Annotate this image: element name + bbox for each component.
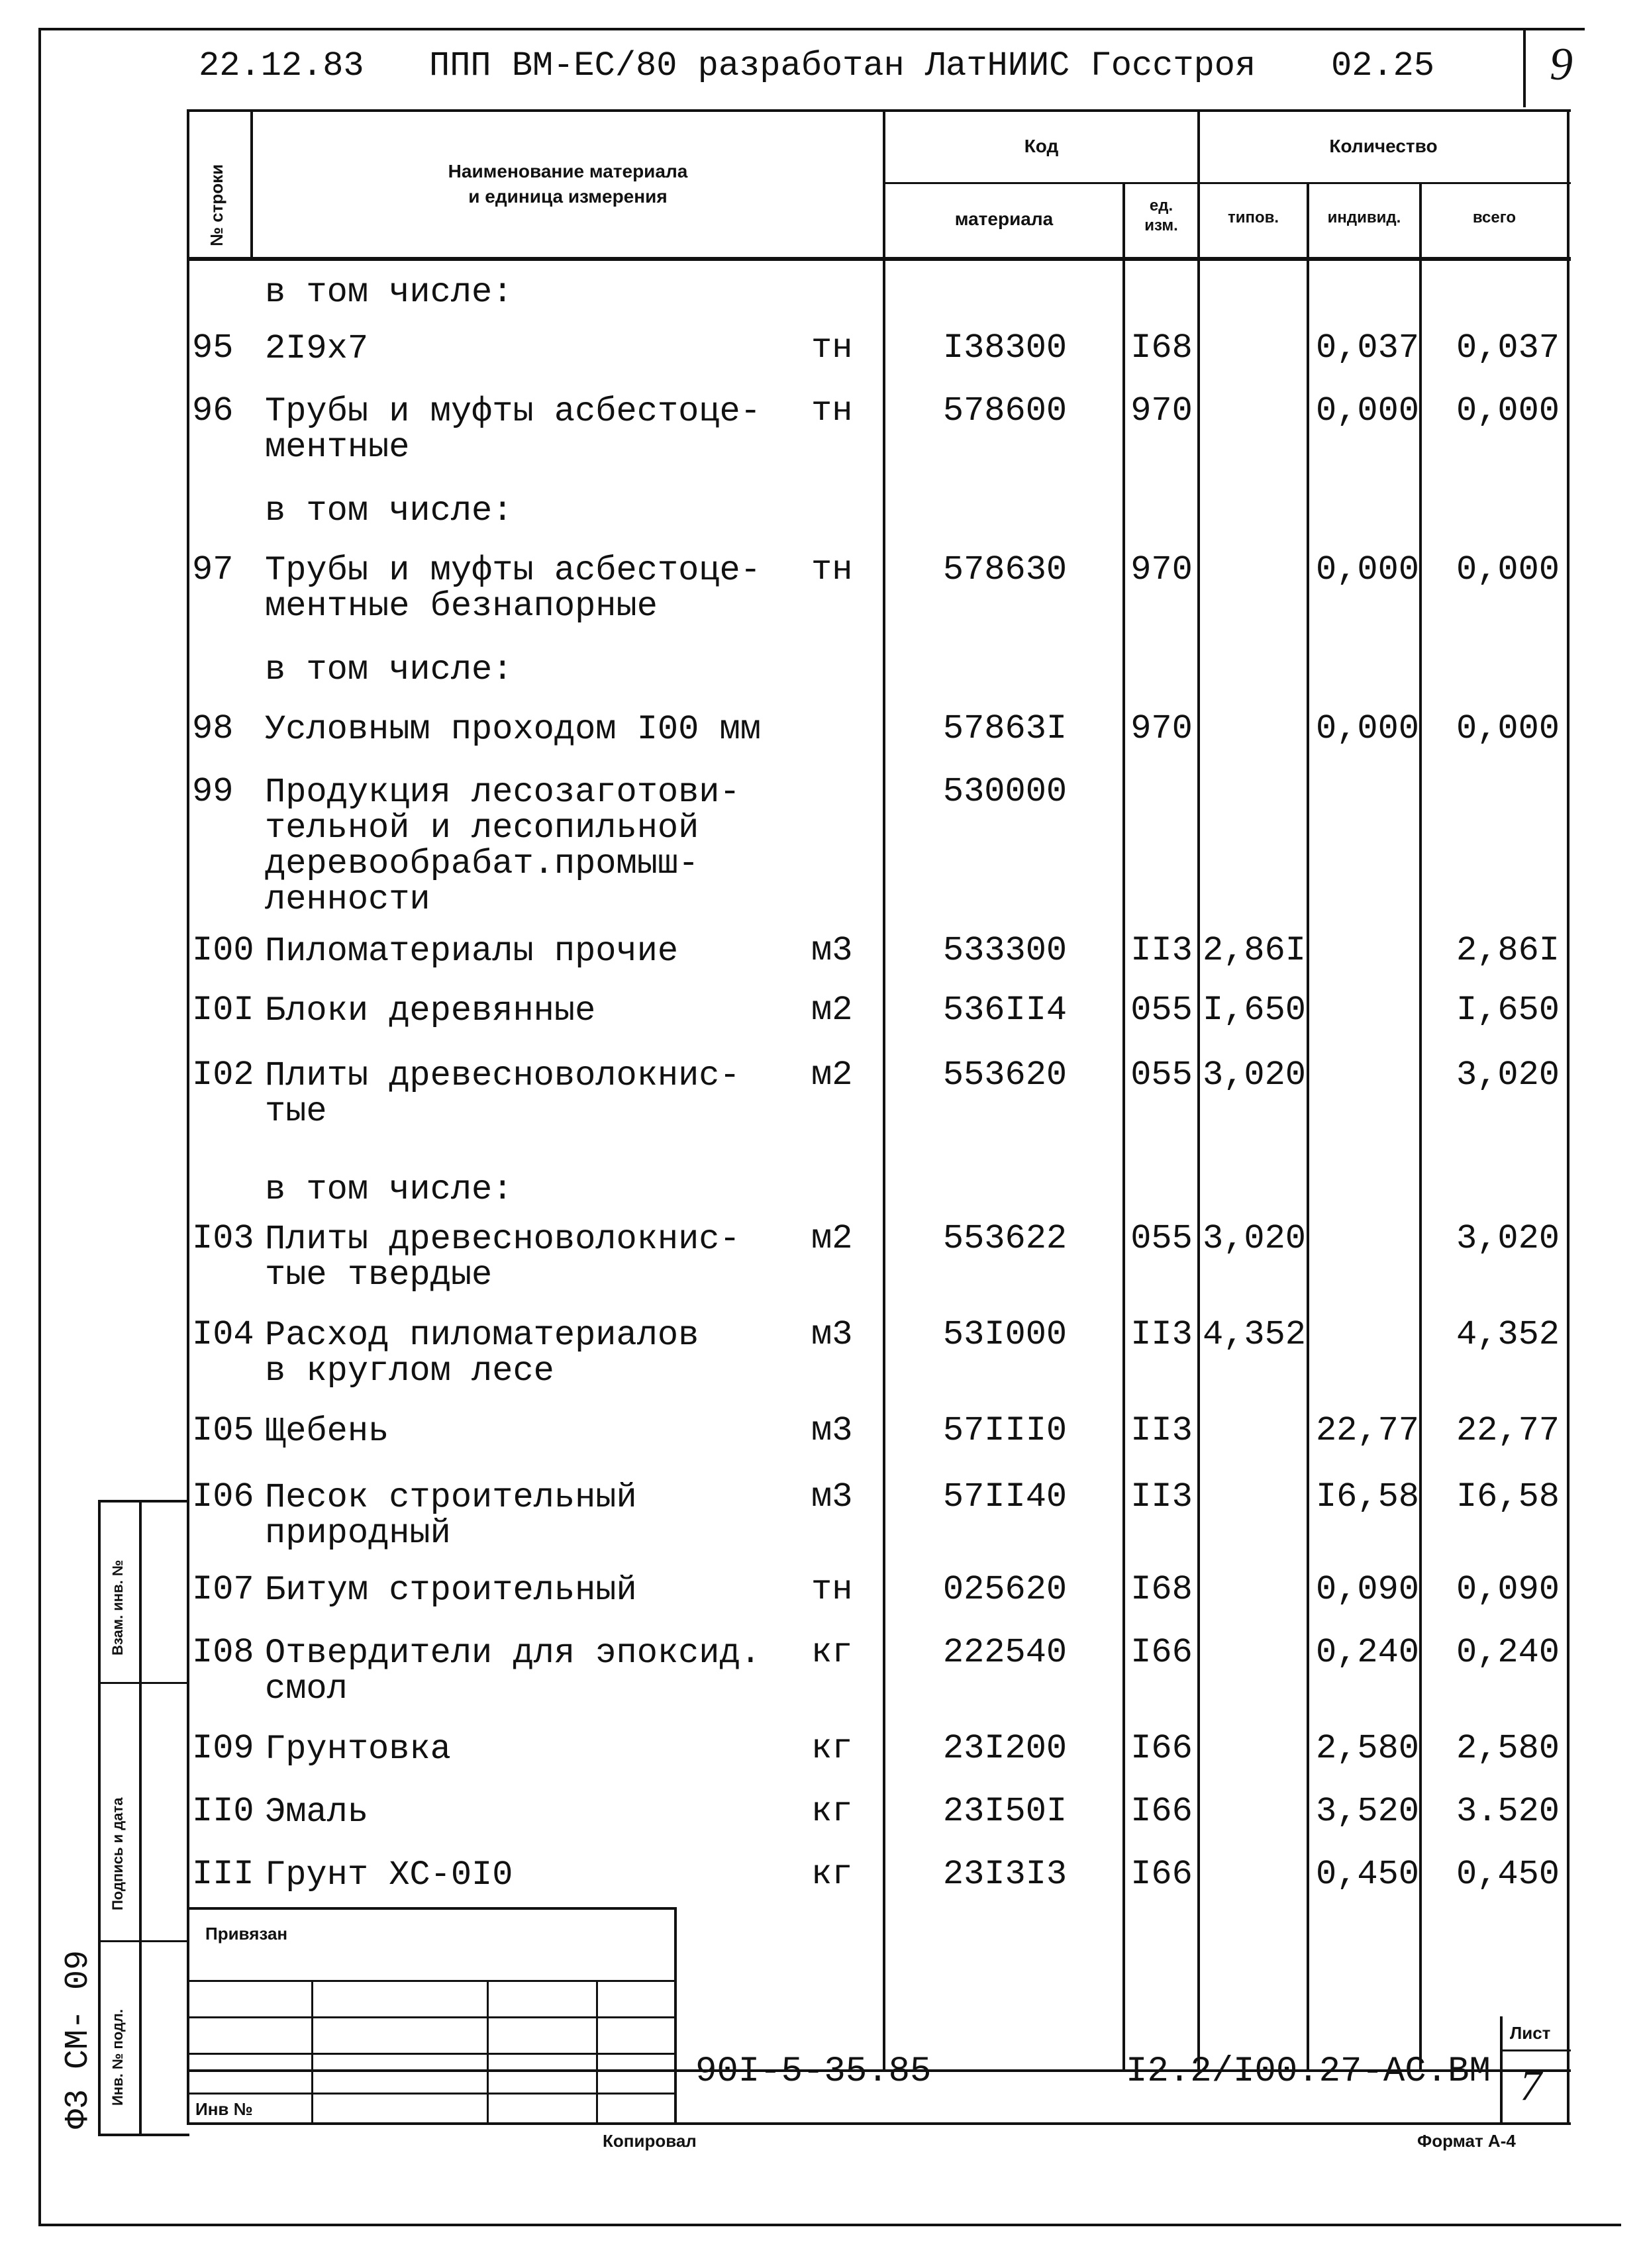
stamp-sheet-box-left bbox=[1500, 2016, 1503, 2124]
col-header-row-no: № строки bbox=[207, 164, 226, 246]
unit-code-cell: II3 bbox=[1130, 1411, 1193, 1450]
total-qty-cell: 0,000 bbox=[1456, 391, 1560, 430]
stamp-grid-v1 bbox=[311, 1980, 313, 2122]
material-name-cell: в том числе: bbox=[265, 650, 513, 689]
material-name-cell: Трубы и муфты асбестоце- ментные bbox=[265, 392, 761, 467]
stamp-copied-label: Копировал bbox=[603, 2131, 697, 2151]
side-strip-top bbox=[98, 1500, 189, 1503]
unit-code-cell: I68 bbox=[1130, 1570, 1193, 1609]
total-qty-cell: 0,450 bbox=[1456, 1855, 1560, 1894]
material-name-cell: Расход пиломатериалов в круглом лесе bbox=[265, 1316, 699, 1391]
total-qty-cell: 0,000 bbox=[1456, 709, 1560, 748]
unit-code-cell: 055 bbox=[1130, 991, 1193, 1030]
material-name-cell: Битум строительный bbox=[265, 1571, 637, 1610]
individual-qty-cell: 0,037 bbox=[1315, 328, 1419, 368]
unit-code-cell: I66 bbox=[1130, 1633, 1193, 1672]
unit-cell: кг bbox=[811, 1792, 853, 1831]
unit-cell: тн bbox=[811, 1570, 853, 1609]
unit-cell: м2 bbox=[811, 1219, 853, 1258]
row-number-cell: I00 bbox=[192, 931, 254, 970]
material-name-cell: в том числе: bbox=[265, 491, 513, 530]
unit-code-cell: II3 bbox=[1130, 931, 1193, 970]
col-header-name: Наименование материала и единица измерения bbox=[448, 161, 688, 207]
unit-code-cell: II3 bbox=[1130, 1477, 1193, 1516]
outer-frame-left bbox=[38, 28, 41, 2226]
unit-cell: м2 bbox=[811, 991, 853, 1030]
stamp-grid-h4 bbox=[187, 2093, 677, 2095]
total-qty-cell: 4,352 bbox=[1456, 1315, 1560, 1354]
side-swap-label: Взам. инв. № bbox=[109, 1559, 126, 1655]
row-number-cell: I06 bbox=[192, 1477, 254, 1516]
outer-frame-bottom bbox=[38, 2224, 1621, 2226]
side-strip-h1 bbox=[98, 1682, 189, 1684]
unit-code-cell: I66 bbox=[1130, 1792, 1193, 1831]
document-code: 02.25 bbox=[1331, 46, 1435, 85]
unit-cell: тн bbox=[811, 550, 853, 589]
total-qty-cell: 0,240 bbox=[1456, 1633, 1560, 1672]
stamp-project-code: I2.2/I00.27-АС.ВМ bbox=[1126, 2051, 1491, 2092]
col-code-divider bbox=[1122, 184, 1125, 2069]
total-qty-cell: 0,000 bbox=[1456, 550, 1560, 589]
total-qty-cell: I6,58 bbox=[1456, 1477, 1560, 1516]
material-name-cell: Продукция лесозаготови- тельной и лесопильной деревообрабат.промыш- ленности bbox=[265, 773, 740, 919]
stamp-grid-h2 bbox=[187, 2016, 677, 2018]
row-number-cell: 98 bbox=[192, 709, 234, 748]
material-name-cell: Пиломатериалы прочие bbox=[265, 932, 679, 971]
col-header-typical: типов. bbox=[1227, 209, 1279, 226]
material-name-cell: Условным проходом I00 мм bbox=[265, 710, 761, 749]
stamp-sheet-label: Лист bbox=[1510, 2023, 1551, 2043]
col-ind-divider bbox=[1419, 184, 1422, 2069]
row-number-cell: I07 bbox=[192, 1570, 254, 1609]
table-header-bottom bbox=[187, 257, 1571, 261]
row-number-cell: 95 bbox=[192, 328, 234, 368]
total-qty-cell: 0,090 bbox=[1456, 1570, 1560, 1609]
material-name-cell: Отвердители для эпоксид. смол bbox=[265, 1634, 761, 1708]
material-name-cell: в том числе: bbox=[265, 1170, 513, 1209]
material-name-cell: в том числе: bbox=[265, 273, 513, 312]
side-strip-divider bbox=[139, 1500, 142, 2136]
unit-code-cell: 055 bbox=[1130, 1219, 1193, 1258]
material-code-cell: 530000 bbox=[942, 772, 1068, 811]
col-typ-divider bbox=[1307, 184, 1309, 2069]
unit-cell: м3 bbox=[811, 1411, 853, 1450]
unit-cell: кг bbox=[811, 1855, 853, 1894]
individual-qty-cell: 0,090 bbox=[1315, 1570, 1419, 1609]
unit-code-cell: II3 bbox=[1130, 1315, 1193, 1354]
stamp-sheet-box-mid bbox=[1500, 2049, 1571, 2051]
unit-cell: тн bbox=[811, 328, 853, 368]
stamp-sheet-number: 7 bbox=[1520, 2061, 1542, 2110]
individual-qty-cell: 0,450 bbox=[1315, 1855, 1419, 1894]
unit-code-cell: I66 bbox=[1130, 1855, 1193, 1894]
typical-qty-cell: 3,020 bbox=[1202, 1056, 1307, 1095]
table-top bbox=[187, 109, 1571, 112]
corner-box-left bbox=[1523, 28, 1526, 107]
stamp-format-label: Формат А-4 bbox=[1417, 2131, 1516, 2151]
material-name-cell: Трубы и муфты асбестоце- ментные безнапорные bbox=[265, 551, 761, 626]
col-unit-divider bbox=[1197, 109, 1200, 2069]
individual-qty-cell: 22,77 bbox=[1315, 1411, 1419, 1450]
table-left bbox=[187, 109, 189, 2124]
material-code-cell: 025620 bbox=[942, 1570, 1068, 1609]
form-code-label: Ф3 СМ- 09 bbox=[60, 1949, 97, 2129]
stamp-grid-v3 bbox=[596, 1980, 598, 2122]
stamp-bottom bbox=[187, 2122, 1571, 2125]
stamp-grid-h1 bbox=[187, 1980, 677, 1982]
total-qty-cell: 3,020 bbox=[1456, 1056, 1560, 1095]
row-number-cell: II0 bbox=[192, 1792, 254, 1831]
unit-code-cell: 055 bbox=[1130, 1056, 1193, 1095]
total-qty-cell: 3,020 bbox=[1456, 1219, 1560, 1258]
material-code-cell: 57II40 bbox=[942, 1477, 1068, 1516]
material-code-cell: 533300 bbox=[942, 931, 1068, 970]
side-strip-left bbox=[98, 1500, 101, 2136]
individual-qty-cell: 0,000 bbox=[1315, 550, 1419, 589]
material-name-cell: Песок строительный природный bbox=[265, 1478, 637, 1553]
total-qty-cell: 2,86I bbox=[1456, 931, 1560, 970]
unit-cell: кг bbox=[811, 1633, 853, 1672]
stamp-bound-right bbox=[674, 1907, 677, 2124]
col-header-individual: индивид. bbox=[1327, 209, 1401, 226]
individual-qty-cell: 0,000 bbox=[1315, 391, 1419, 430]
unit-cell: тн bbox=[811, 391, 853, 430]
side-strip-bottom bbox=[98, 2134, 189, 2136]
document-title: ППП ВМ-ЕС/80 разработан ЛатНИИС Госстроя bbox=[429, 46, 1256, 85]
material-name-cell: Эмаль bbox=[265, 1793, 369, 1832]
material-code-cell: 578600 bbox=[942, 391, 1068, 430]
material-code-cell: 23I200 bbox=[942, 1729, 1068, 1768]
unit-code-cell: 970 bbox=[1130, 391, 1193, 430]
outer-frame-top bbox=[38, 28, 1585, 30]
row-number-cell: 97 bbox=[192, 550, 234, 589]
total-qty-cell: 0,037 bbox=[1456, 328, 1560, 368]
material-name-cell: Грунтовка bbox=[265, 1730, 451, 1769]
stamp-bound-top bbox=[187, 1907, 677, 1910]
col-header-qty-group: Количество bbox=[1329, 136, 1438, 156]
material-code-cell: 57III0 bbox=[942, 1411, 1068, 1450]
col-header-unit: ед. изм. bbox=[1144, 197, 1178, 234]
header-subdivider bbox=[883, 182, 1571, 184]
material-code-cell: 23I50I bbox=[942, 1792, 1068, 1831]
material-code-cell: 23I3I3 bbox=[942, 1855, 1068, 1894]
unit-cell: м2 bbox=[811, 1056, 853, 1095]
individual-qty-cell: 2,580 bbox=[1315, 1729, 1419, 1768]
row-number-cell: I09 bbox=[192, 1729, 254, 1768]
sheet-corner-number: 9 bbox=[1550, 39, 1573, 90]
row-number-cell: III bbox=[192, 1855, 254, 1894]
col-header-total: всего bbox=[1472, 209, 1517, 226]
material-code-cell: I38300 bbox=[942, 328, 1068, 368]
document-date: 22.12.83 bbox=[199, 46, 364, 85]
stamp-grid-v2 bbox=[487, 1980, 489, 2122]
material-name-cell: Грунт ХС-0I0 bbox=[265, 1855, 513, 1895]
stamp-bound-label: Привязан bbox=[205, 1924, 288, 1944]
material-name-cell: Плиты древесноволокнис- тые твердые bbox=[265, 1220, 740, 1295]
total-qty-cell: 3.520 bbox=[1456, 1792, 1560, 1831]
stamp-inv-no-label: Инв № bbox=[195, 2099, 253, 2119]
total-qty-cell: 2,580 bbox=[1456, 1729, 1560, 1768]
material-name-cell: 2I9х7 bbox=[265, 329, 369, 368]
row-number-cell: I02 bbox=[192, 1056, 254, 1095]
unit-code-cell: I68 bbox=[1130, 328, 1193, 368]
stamp-grid-h3 bbox=[187, 2053, 677, 2055]
individual-qty-cell: 0,240 bbox=[1315, 1633, 1419, 1672]
material-code-cell: 553620 bbox=[942, 1056, 1068, 1095]
row-number-cell: 96 bbox=[192, 391, 234, 430]
unit-cell: м3 bbox=[811, 1315, 853, 1354]
side-sign-label: Подпись и дата bbox=[109, 1797, 126, 1910]
material-code-cell: 222540 bbox=[942, 1633, 1068, 1672]
typical-qty-cell: 4,352 bbox=[1202, 1315, 1307, 1354]
unit-code-cell: 970 bbox=[1130, 550, 1193, 589]
total-qty-cell: 22,77 bbox=[1456, 1411, 1560, 1450]
row-number-cell: 99 bbox=[192, 772, 234, 811]
total-qty-cell: I,650 bbox=[1456, 991, 1560, 1030]
row-number-cell: I04 bbox=[192, 1315, 254, 1354]
unit-cell: м3 bbox=[811, 931, 853, 970]
material-name-cell: Плиты древесноволокнис- тые bbox=[265, 1056, 740, 1131]
unit-code-cell: I66 bbox=[1130, 1729, 1193, 1768]
material-name-cell: Блоки деревянные bbox=[265, 991, 596, 1030]
unit-cell: кг bbox=[811, 1729, 853, 1768]
row-number-cell: I03 bbox=[192, 1219, 254, 1258]
material-code-cell: 53I000 bbox=[942, 1315, 1068, 1354]
material-code-cell: 578630 bbox=[942, 550, 1068, 589]
typical-qty-cell: I,650 bbox=[1202, 991, 1307, 1030]
individual-qty-cell: 0,000 bbox=[1315, 709, 1419, 748]
side-strip-h2 bbox=[98, 1940, 189, 1942]
unit-code-cell: 970 bbox=[1130, 709, 1193, 748]
row-number-cell: I0I bbox=[192, 991, 254, 1030]
row-number-cell: I08 bbox=[192, 1633, 254, 1672]
stamp-doc-code: 90I-5-35.85 bbox=[695, 2051, 932, 2092]
table-right bbox=[1567, 109, 1569, 2124]
material-code-cell: 536II4 bbox=[942, 991, 1068, 1030]
col-header-code-group: Код bbox=[1024, 136, 1059, 156]
typical-qty-cell: 3,020 bbox=[1202, 1219, 1307, 1258]
col-name-divider bbox=[883, 109, 885, 2069]
material-name-cell: Щебень bbox=[265, 1412, 389, 1451]
side-inv-label: Инв. № подл. bbox=[109, 2009, 126, 2106]
individual-qty-cell: I6,58 bbox=[1315, 1477, 1419, 1516]
typical-qty-cell: 2,86I bbox=[1202, 931, 1307, 970]
row-number-cell: I05 bbox=[192, 1411, 254, 1450]
material-code-cell: 57863I bbox=[942, 709, 1068, 748]
unit-cell: м3 bbox=[811, 1477, 853, 1516]
material-code-cell: 553622 bbox=[942, 1219, 1068, 1258]
individual-qty-cell: 3,520 bbox=[1315, 1792, 1419, 1831]
col-header-material: материала bbox=[954, 209, 1054, 229]
